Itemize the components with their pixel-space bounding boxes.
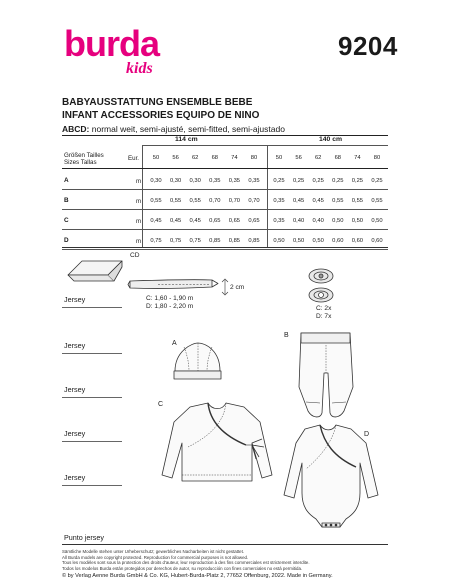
snap-count-c: C: 2x <box>316 305 332 312</box>
table-cell: 0,40 <box>312 218 324 224</box>
strip-length-d: D: 1,80 - 2,20 m <box>146 303 194 310</box>
strip-length-c: C: 1,60 - 1,90 m <box>146 295 194 302</box>
table-cell: 0,25 <box>292 178 305 184</box>
table-cell: 0,45 <box>189 218 201 224</box>
title-line-1: BABYAUSSTATTUNG ENSEMBLE BEBE <box>62 97 253 108</box>
size-header-cell: 74 <box>231 155 238 161</box>
table-row-view: D <box>64 237 69 244</box>
table-cell: 0,55 <box>351 198 364 204</box>
table-row-rule <box>62 209 388 210</box>
footer <box>62 549 392 580</box>
footed-pants-drawing <box>299 333 353 417</box>
fabric-label: Punto jersey <box>64 533 104 542</box>
fabric-label: Jersey <box>64 429 86 438</box>
table-row-rule <box>62 229 388 230</box>
bias-strip-view-label: CD <box>130 252 140 259</box>
table-cell: 0,85 <box>209 238 221 244</box>
pattern-number: 9204 <box>338 31 398 61</box>
fabric-label: Jersey <box>64 473 86 482</box>
table-cell: 0,50 <box>332 218 344 224</box>
table-cell: 0,70 <box>209 198 221 204</box>
table-cell: 0,35 <box>228 178 241 184</box>
table-cell: 0,25 <box>312 178 324 184</box>
size-header-cell: 62 <box>314 155 322 161</box>
table-cell: 0,45 <box>292 198 305 204</box>
baby-cap-drawing <box>174 343 221 379</box>
legal-line: Tous les modèles sont sous la protection des droits d'auteur, leur reproduction à des fins commerciales est strictement interdite. <box>62 560 310 566</box>
fit-description <box>62 124 285 134</box>
size-header-cell: 50 <box>275 155 283 161</box>
technical-drawing-area <box>62 247 388 547</box>
table-row-view: C <box>64 217 69 224</box>
table-cell: 0,55 <box>150 198 162 204</box>
unit-header: Eur. <box>128 155 140 162</box>
table-cell: 0,65 <box>248 218 260 224</box>
view-label-d: D <box>364 431 370 438</box>
table-cell: 0,55 <box>169 198 182 204</box>
table-cell: 0,60 <box>332 238 344 244</box>
table-cell: 0,50 <box>371 218 383 224</box>
views-text: normal weit, semi-ajusté, semi-fitted, semi-ajustado <box>89 124 285 134</box>
legal-line: Todos los modelos Burda están protegidos por derechos de autor, su reproducción con fines comerciales no está permitida. <box>62 565 303 571</box>
view-label-a: A <box>172 340 177 347</box>
size-header-1: Größen Tailles <box>64 152 104 159</box>
table-cell: 0,45 <box>169 218 182 224</box>
table-cell: 0,50 <box>312 238 324 244</box>
table-cell: 0,25 <box>332 178 344 184</box>
size-header-cell: 56 <box>172 155 179 161</box>
table-row-rule <box>62 189 388 190</box>
table-cell: 0,35 <box>273 198 285 204</box>
table-cell: 0,70 <box>228 198 241 204</box>
legal-line: Sämtliche Modelle stehen unter Urheberschutz; gewerbliches Nacharbeiten ist nicht gestattet. <box>62 549 245 554</box>
col-rule-group <box>267 145 268 247</box>
table-cell: 0,60 <box>351 238 364 244</box>
table-cell: 0,35 <box>209 178 221 184</box>
table-cell: 0,35 <box>273 218 285 224</box>
copyright-line: © by Verlag Aenne Burda GmbH & Co. KG, Hubert-Burda-Platz 2, 77652 Offenburg, 2022. Made in Germany. <box>62 573 333 580</box>
table-cell: 0,45 <box>150 218 162 224</box>
bias-tie-strip <box>128 279 228 295</box>
table-cell: 0,40 <box>292 218 305 224</box>
fabric-label: Jersey <box>64 295 86 304</box>
table-cell: 0,50 <box>351 218 364 224</box>
table-cell: 0,85 <box>228 238 241 244</box>
table-cell: 0,65 <box>228 218 241 224</box>
table-cell: 0,75 <box>150 238 162 244</box>
table-cell: 0,35 <box>248 178 260 184</box>
table-cell: 0,50 <box>292 238 305 244</box>
table-cell: 0,25 <box>351 178 364 184</box>
logo-subbrand: kids <box>126 60 153 77</box>
size-header-cell: 74 <box>354 155 361 161</box>
size-header-cell: 62 <box>191 155 199 161</box>
fabric-requirements-table <box>62 135 388 247</box>
size-header-cell: 80 <box>250 155 258 161</box>
wrap-shirt-drawing <box>162 403 272 481</box>
fabric-label: Jersey <box>64 341 86 350</box>
table-cell: 0,45 <box>312 198 324 204</box>
table-cell: 0,30 <box>169 178 182 184</box>
size-header-2: Sizes Tallas <box>64 159 97 166</box>
legal-line: All Burda models are copyright protected. Reproduction for commercial purposes is not allowed. <box>62 554 249 560</box>
strip-width-label: 2 cm <box>230 284 245 291</box>
view-label-b: B <box>284 332 289 339</box>
table-row-unit: m <box>136 198 142 205</box>
garment-drawings <box>62 247 388 547</box>
size-header-cell: 68 <box>334 155 342 161</box>
table-cell: 0,55 <box>371 198 383 204</box>
table-cell: 0,85 <box>248 238 260 244</box>
burda-kids-logo <box>64 24 174 80</box>
table-cell: 0,30 <box>189 178 201 184</box>
table-cell: 0,30 <box>150 178 162 184</box>
table-cell: 0,75 <box>189 238 201 244</box>
folded-fabric-icon <box>68 261 122 281</box>
views-prefix: ABCD: <box>62 124 90 134</box>
size-header-cell: 80 <box>373 155 381 161</box>
table-row-unit: m <box>136 238 142 245</box>
logo-wordmark: burda <box>64 23 160 64</box>
table-cell: 0,65 <box>209 218 221 224</box>
size-header-cell: 50 <box>152 155 160 161</box>
table-cell: 0,55 <box>189 198 201 204</box>
fabric-label: Jersey <box>64 385 86 394</box>
col-rule-eur <box>142 145 143 247</box>
size-header-cell: 56 <box>295 155 302 161</box>
table-row-unit: m <box>136 178 142 185</box>
table-cell: 0,70 <box>248 198 260 204</box>
snap-fastener-icons <box>309 269 333 302</box>
table-cell: 0,55 <box>332 198 344 204</box>
view-label-c: C <box>158 401 164 408</box>
snap-count-d: D: 7x <box>316 313 332 320</box>
table-cell: 0,60 <box>371 238 383 244</box>
size-header-cell: 68 <box>211 155 219 161</box>
group-label-114: 114 cm <box>175 136 198 143</box>
group-rule <box>142 145 388 146</box>
table-cell: 0,50 <box>273 238 285 244</box>
table-row-view: B <box>64 197 69 204</box>
table-cell: 0,75 <box>169 238 182 244</box>
group-label-140: 140 cm <box>319 136 343 143</box>
table-row-unit: m <box>136 218 142 225</box>
table-cell: 0,25 <box>371 178 383 184</box>
title-line-2: INFANT ACCESSORIES EQUIPO DE NINO <box>62 110 260 121</box>
bodysuit-drawing <box>284 425 378 527</box>
table-row-view: A <box>64 177 69 184</box>
table-cell: 0,25 <box>273 178 285 184</box>
header-bottom-rule <box>62 168 388 169</box>
